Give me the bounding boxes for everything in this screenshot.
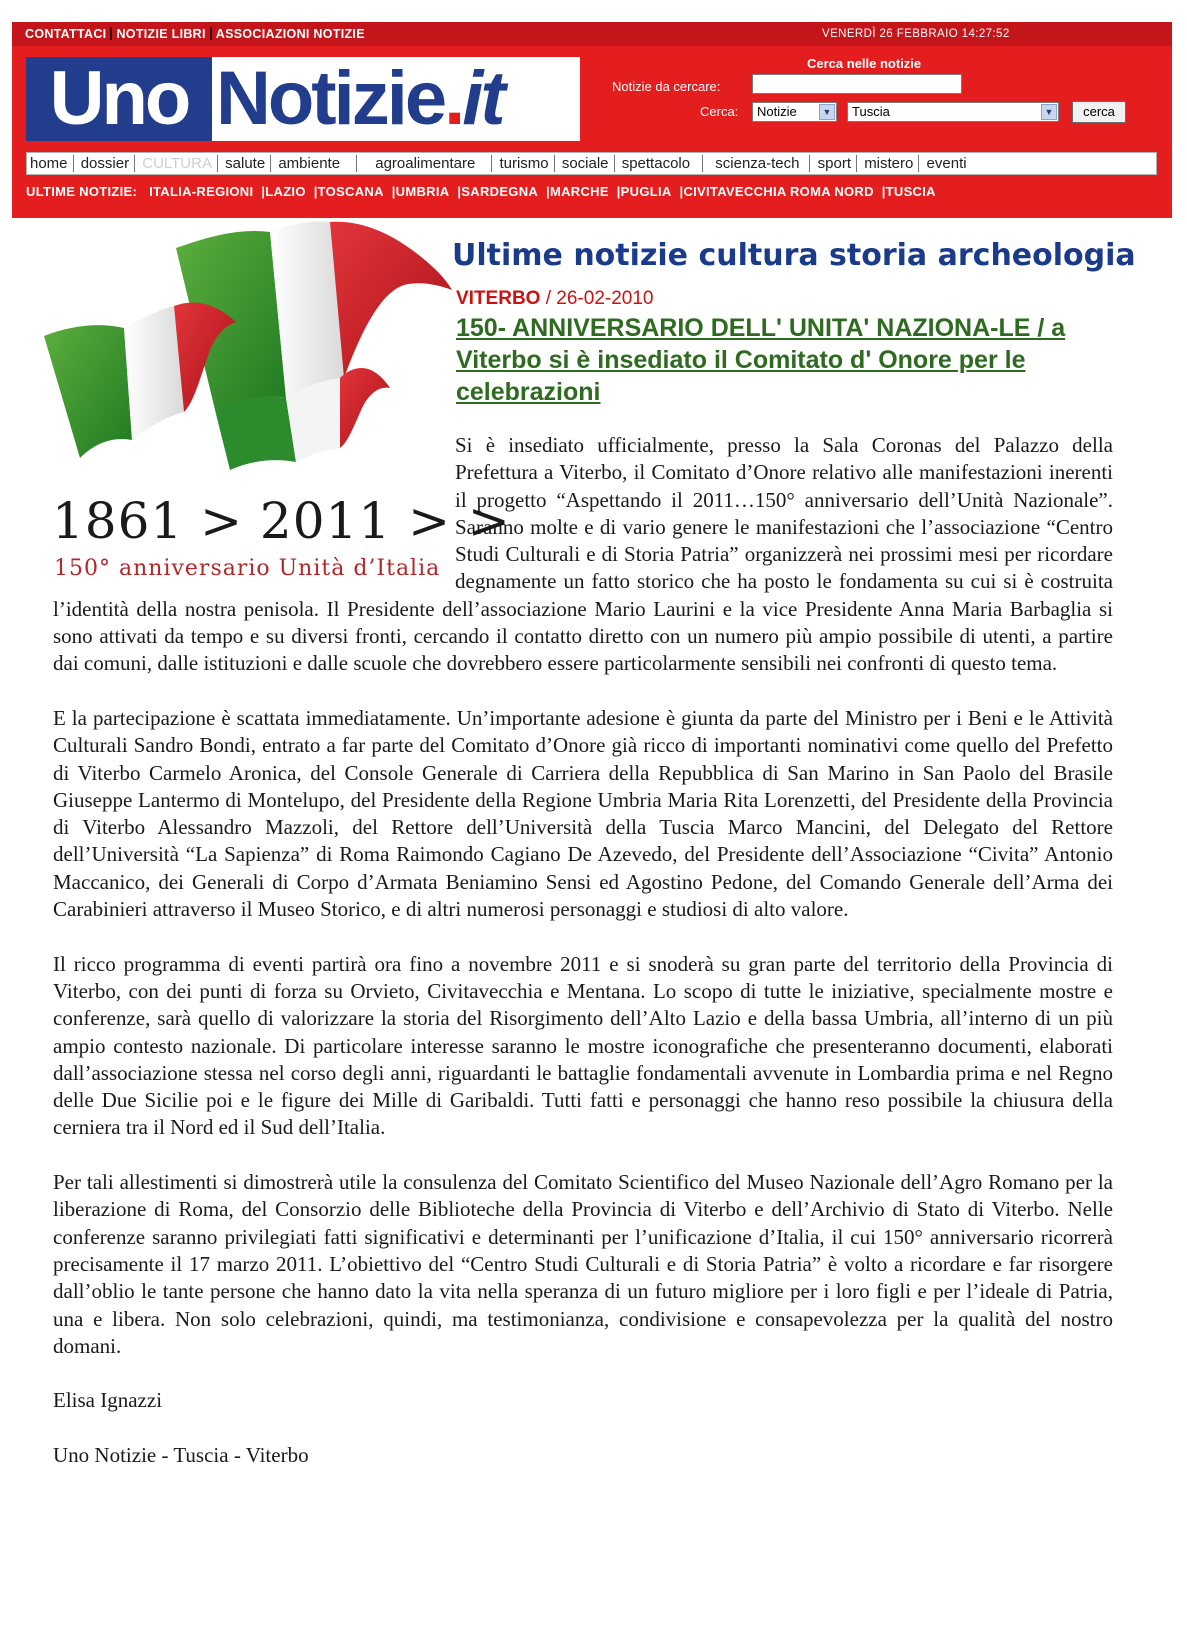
region-link[interactable]: |LAZIO	[261, 184, 306, 199]
article-paragraph: Per tali allestimenti si dimostrerà utile la consulenza del Comitato Scientifico del Museo Nazionale dell’Agro Romano per la liberazione di Roma, del Consorzio delle Biblioteche della Provincia di Viterbo e dell’Archivio di Stato di Viterbo. Nelle conferenze saranno privilegiati fatti significativi e determinanti per l’unificazione d’Italia, il cui 150° anniversario ricorrerà precisamente il 17 marzo 2011. L’obiettivo del “Centro Studi Culturali e di Storia Patria” è volto a ricordare e far risorgere dall’oblio le tante persone che hanno dato la vita nella speranza di un futuro migliore per i loro figli e per l’ideale di Patria, una e libera. Non solo celebrazioni, quindi, ma testimonianza, condivisione e consapevolezza per la qualità del nostro domani.	[53, 1170, 1113, 1358]
region-link[interactable]: |MARCHE	[546, 184, 609, 199]
nav-eventi[interactable]: eventi	[926, 155, 967, 172]
region-link[interactable]: |TOSCANA	[313, 184, 384, 199]
top-link-contattaci[interactable]: CONTATTACI	[25, 27, 107, 41]
anniversary-years: 1861 > 2011 > >	[52, 492, 511, 550]
search-title: Cerca nelle notizie	[807, 56, 922, 71]
search-label: Notizie da cercare:	[612, 79, 721, 94]
cerca-label: Cerca:	[700, 104, 739, 119]
nav-scienza-tech[interactable]: scienza-tech	[707, 155, 810, 172]
nav-turismo[interactable]: turismo	[496, 155, 554, 172]
article-place: VITERBO	[456, 288, 541, 309]
top-link-notizie-libri[interactable]: NOTIZIE LIBRI	[116, 27, 206, 41]
article-paragraph: E la partecipazione è scattata immediatamente. Un’importante adesione è giunta da parte del Ministro per i Beni e le Attività Culturali Sandro Bondi, entrato a far parte del Comitato d’Onore già ricco di importanti nominativi come quello del Prefetto di Viterbo Carmelo Aronica, del Console Generale di Carriera della Repubblica di San Marino in San Paolo del Brasile Giuseppe Lantermo di Montelupo, del Presidente della Regione Umbria Maria Rita Lorenzetti, del Presidente della Provincia di Viterbo Alessandro Mazzoli, del Rettore dell’Università della Tuscia Marco Mancini, del Delegato del Rettore dell’Università “La Sapienza” di Roma Raimondo Cagiano De Azevedo, del Presidente dell’Associazione “Civita” Antonio Maccanico, dei Generali di Corpo d’Armata Beniamino Sensi ed Agostino Pedone, del Comando Generale dell’Arma dei Carabinieri attraverso il Museo Storico, e di altri numerosi personaggi e studiosi di alto valore.	[53, 705, 1113, 922]
search-zone-select[interactable]	[847, 102, 1059, 122]
nav-home[interactable]: home	[27, 155, 74, 172]
region-link[interactable]: |SARDEGNA	[457, 184, 539, 199]
nav-mistero[interactable]: mistero	[861, 155, 919, 172]
region-link[interactable]: |PUGLIA	[616, 184, 672, 199]
region-link[interactable]: ITALIA-REGIONI	[149, 184, 254, 199]
search-type-value: Notizie	[757, 104, 797, 119]
region-link[interactable]: |TUSCIA	[881, 184, 936, 199]
top-links	[25, 27, 365, 41]
nav-cultura[interactable]: CULTURA	[139, 155, 218, 172]
logo-notizie-text	[216, 57, 503, 141]
region-link[interactable]: |UMBRIA	[391, 184, 450, 199]
nav-sport[interactable]: sport	[815, 155, 857, 172]
nav-sociale[interactable]: sociale	[559, 155, 615, 172]
article-headline[interactable]: 150- ANNIVERSARIO DELL' UNITA' NAZIONA-LE / a Viterbo si è insediato il Comitato d' Onore per le celebrazioni	[456, 314, 1066, 406]
logo-notizie: Notizie	[216, 56, 445, 141]
anniversary-subtitle: 150° anniversario Unità d’Italia	[54, 556, 441, 581]
article-body	[53, 432, 1113, 1497]
search-type-select[interactable]	[752, 102, 837, 122]
chevron-down-icon: ▼	[819, 104, 835, 120]
current-datetime: VENERDÌ 26 FEBBRAIO 14:27:52	[822, 28, 1010, 40]
nav-ambiente[interactable]: ambiente	[275, 155, 357, 172]
section-title: Ultime notizie cultura storia archeologia	[452, 238, 1136, 273]
article-source: Uno Notizie - Tuscia - Viterbo	[53, 1442, 309, 1467]
top-bar	[12, 22, 1172, 46]
regions-bar	[26, 184, 940, 199]
search-button[interactable]: cerca	[1072, 101, 1126, 123]
chevron-down-icon: ▼	[1041, 104, 1057, 120]
separator	[110, 27, 112, 40]
search-input[interactable]	[752, 74, 962, 94]
logo-uno: Uno	[26, 57, 212, 141]
site-header	[12, 22, 1172, 218]
article-date: / 26-02-2010	[540, 288, 654, 309]
logo-dot: .	[444, 56, 463, 141]
logo-it: it	[462, 56, 503, 141]
search-zone-value: Tuscia	[852, 104, 890, 119]
regions-label: ULTIME NOTIZIE:	[26, 184, 138, 199]
site-logo[interactable]	[26, 57, 580, 141]
nav-agroalimentare[interactable]: agroalimentare	[361, 155, 492, 172]
separator	[210, 27, 212, 40]
main-nav	[26, 152, 1157, 175]
nav-salute[interactable]: salute	[222, 155, 271, 172]
region-link[interactable]: |CIVITAVECCHIA ROMA NORD	[679, 184, 874, 199]
article-author: Elisa Ignazzi	[53, 1388, 163, 1413]
top-link-associazioni-notizie[interactable]: ASSOCIAZIONI NOTIZIE	[215, 27, 365, 41]
nav-dossier[interactable]: dossier	[78, 155, 135, 172]
article-paragraph: Il ricco programma di eventi partirà ora fino a novembre 2011 e si snoderà su gran parte del territorio della Provincia di Viterbo, con dei punti di forza su Orvieto, Civitavecchia e Mentana. Lo scopo di tutte le iniziative, specialmente mostre e conferenze, sarà quello di valorizzare la storia del Risorgimento dell’Alto Lazio e della bassa Umbria, all’interno di un più ampio contesto nazionale. Di particolare interesse saranno le mostre iconografiche che presenteranno documenti, elaborati dall’associazione stessa nel corso degli anni, riguardanti le battaglie fondamentali avvenute in Lombardia prima e nel Regno delle Due Sicilie poi e le figure dei Mille di Garibaldi. Tutti fatti e personaggi che hanno reso possibile la chiusura della cerniera tra il Nord ed il Sud dell’Italia.	[53, 951, 1113, 1140]
image-wrap-spacer	[53, 432, 455, 595]
article-paragraph: Si è insediato ufficialmente, presso la Sala Coronas del Palazzo della Prefettura a Viterbo, il Comitato d’Onore relativo alle manifestazioni inerenti il progetto “Aspettando il 2011…150° anniversario dell’Unità Nazionale”. Saranno molte e di vario genere le manifestazioni che l’associazione “Centro Studi Culturali e di Storia Patria” organizzerà nei prossimi mesi per ricordare degnamente un fatto storico che ha posto le fondamenta su cui si è costruita l’identità della nostra penisola. Il Presidente dell’associazione Mario Laurini e la vice Presidente Anna Maria Barbaglia si sono attivati da tempo e su diversi fronti, cercando il contatto diretto con un numero più ampio possibile di utenti, a partire dai comuni, dalle istituzioni e dalle scuole che dovrebbero essere particolarmente sensibili nei confronti di questo tema.	[53, 433, 1113, 676]
nav-spettacolo[interactable]: spettacolo	[619, 155, 703, 172]
article-dateline	[456, 288, 653, 310]
